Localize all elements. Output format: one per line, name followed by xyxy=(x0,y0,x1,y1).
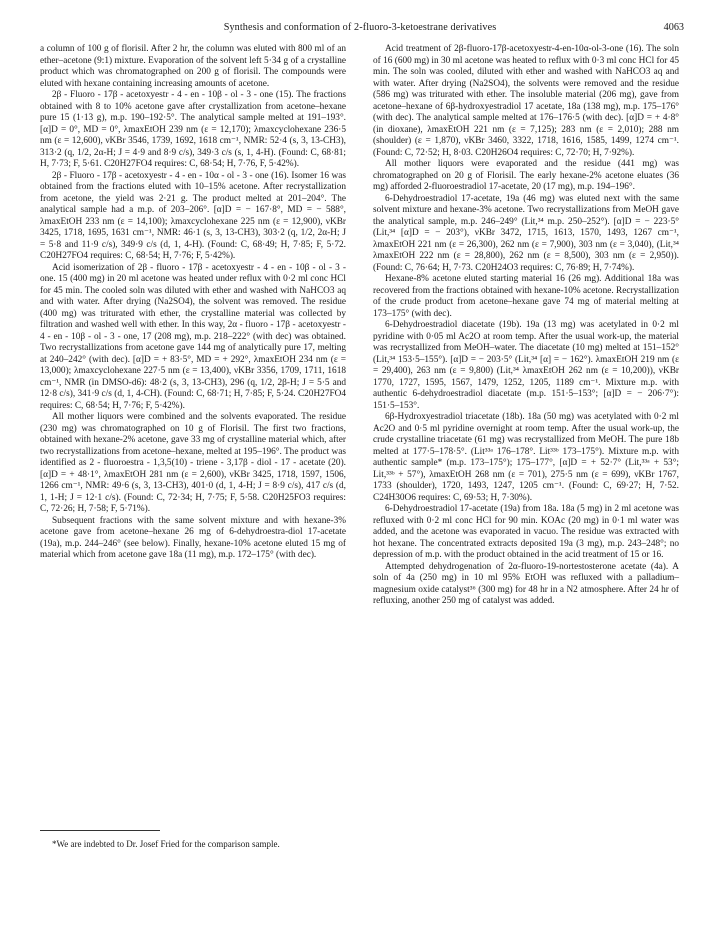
paragraph: All mother liquors were combined and the solvents evaporated. The residue (230 mg) was chromatographed on 10 g of Florisil. The first two fractions, obtained with hexane-2% acetone, gave 33 mg of crystalline material which, after two recrystallizations from acetone–hexane, melted at 195–196°. The product was identified as 2 - fluoroestra - 1,3,5(10) - triene - 3,17β - diol - 17 - acetate (20). [α]D = + 48·1°, λmaxEtOH 281 nm (ε = 2,600), νKBr 3425, 1718, 1597, 1506, 1266 cm⁻¹, NMR: 49·6 (s, 3, 13-CH3), 401·0 (d, 1, 4-H; J = 8·9 c/s), 417 c/s (d, 1, 1-H; J = 12·1 c/s). (Found: C, 72·34; H, 7·75; F, 5·58. C20H25FO3 requires: C, 72·26; H, 7·58; F, 5·71%). xyxy=(40,412,346,514)
left-column xyxy=(40,44,346,849)
right-column xyxy=(373,44,679,608)
paragraph: 2β - Fluoro - 17β - acetoxyestr - 4 - en - 10β - ol - 3 - one (15). The fractions obtained with 8 to 10% acetone gave after crystallization from acetone–hexane pure 15 (1·13 g), m.p. 190–192·5°. The analytical sample melted at 191–193°. [α]D = 0°, MD = 0°, λmaxEtOH 239 nm (ε = 12,170); λmaxcyclohexane 236·5 nm (ε = 12,600), νKBr 3546, 1739, 1692, 1618 cm⁻¹, NMR: 52·4 (s, 3, 13-CH3), 313·2 (q, 1/2, 2α-H; J = 4·9 and 8·9 c/s), 349·3 c/s (s, 1, 4-H). (Found: C, 68·81; H, 7·73; F, 5·61. C20H27FO4 requires: C, 68·54; H, 7·76, F, 5·42%). xyxy=(40,90,346,169)
paragraph: 6-Dehydroestradiol 17-acetate (19a) from 18a. 18a (5 mg) in 2 ml acetone was refluxed with 0·2 ml conc HCl for 90 min. KOAc (20 mg) in 0·1 ml water was added, and the acetone was evaporated in vacuo. The residue was extracted with hot hexane. The concentrated extracts deposited 19a (3 mg), m.p. 243–248°; no depression of m.p. with the product obtained in the acid treatment of 15 or 16. xyxy=(373,504,679,560)
paragraph: a column of 100 g of florisil. After 2 hr, the column was eluted with 800 ml of an ether–acetone (9:1) mixture. Evaporation of the solvent left 5·34 g of a crystalline product which was chromatographed on 200 g of florisil. The compounds were eluted with hexane containing increasing amounts of acetone. xyxy=(40,44,346,89)
paragraph: 2β - Fluoro - 17β - acetoxyestr - 4 - en - 10α - ol - 3 - one (16). Isomer 16 was obtained from the fractions eluted with 10–15% acetone. After recrystallization from acetone, the yield was 2·21 g. The product melted at 201–204°. The analytical sample had a m.p. of 203–206°. [α]D = − 167·8°, MD = − 588°, λmaxEtOH 233 nm (ε = 14,100); λmaxcyclohexane 225 nm (ε = 12,900), νKBr 3425, 1718, 1695, 1631 cm⁻¹, NMR: 46·1 (s, 3, 13-CH3), 303·2 (q, 1/2, 2α-H; J = 5·8 and 11·9 c/s), 349·9 c/s (d, 1, 4-H). (Found: C, 68·49; H, 7·85; F, 5·72. C20H27FO4 requires: C, 68·54; H, 7·76; F, 5·42%). xyxy=(40,170,346,261)
footnote: *We are indebted to Dr. Josef Fried for the comparison sample. xyxy=(52,839,280,849)
paragraph: 6-Dehydroestradiol diacetate (19b). 19a (13 mg) was acetylated in 0·2 ml pyridine with 0·05 ml Ac2O at room temp. After the usual work-up, the material was recrystallized from MeOH–water. The diacetate (10 mg) melted at 151–152° (Lit,³⁴ 153·5–155°). [α]D = − 203·5° (Lit,³⁴ [α] = − 162°). λmaxEtOH 219 nm (ε = 29,400), 263 nm (ε = 9,800) (Lit,³⁴ λmaxEtOH 262 nm (ε = 10,200)), νKBr 1770, 1727, 1595, 1567, 1479, 1252, 1205, 1189 cm⁻¹. Mixture m.p. with authentic 6-dehydroestradiol diacetate (m.p. 151·5–153°; [α]D = − 206·7°): 151·5–153°. xyxy=(373,320,679,411)
paragraph: 6β-Hydroxyestradiol triacetate (18b). 18a (50 mg) was acetylated with 0·2 ml Ac2O and 0·5 ml pyridine overnight at room temp. After the usual work-up, the crude crystalline triacetate (61 mg) was recrystallized from MeOH. The pure 18b melted at 177·5–178·5°. (Lit³³ᵃ 176–178°. Lit³³ᵇ 173–175°). Mixture m.p. with authentic sample* (m.p. 173–175°); 175–177°, [α]D = + 52·7° (Lit,³³ᵃ + 53°; Lit,³³ᵇ + 57°), λmaxEtOH 268 nm (ε = 701), 275·5 nm (ε = 699), νKBr 1767, 1733 (shoulder), 1720, 1493, 1247, 1205 cm⁻¹. (Found: C, 69·27; H, 7·52. C24H30O6 requires: C, 69·53; H, 7·30%). xyxy=(373,412,679,503)
paragraph: Attempted dehydrogenation of 2α-fluoro-19-nortestosterone acetate (4a). A soln of 4a (250 mg) in 10 ml 95% EtOH was refluxed with a palladium–magnesium oxide catalyst³⁶ (300 mg) for 48 hr in a N2 atmosphere. After 24 hr of refluxing, another 250 mg of catalyst was added. xyxy=(373,561,679,606)
running-title: Synthesis and conformation of 2-fluoro-3-ketoestrane derivatives xyxy=(223,22,497,33)
running-header xyxy=(40,22,684,36)
paragraph: Acid isomerization of 2β - fluoro - 17β - acetoxyestr - 4 - en - 10β - ol - 3 - one. 15 (400 mg) in 20 ml acetone was heated under reflux with 0·2 ml conc HCl for 45 min. The cooled soln was diluted with ether and washed with NaHCO3 aq and with water. After drying (Na2SO4), the solvent was removed. The residue (400 mg) was triturated with ether, the crystalline material was collected by filtration and washed well with ether. In this way, 2α - fluoro - 17β - acetoxyestr - 4 - en - 10β - ol - 3 - one, 17 (208 mg), m.p. 218–222° (with dec) was obtained. Two recrystallizations from acetone gave 144 mg of analytically pure 17, melting at 240–242° (with dec). [α]D = + 83·5°, MD = + 292°, λmaxEtOH 234 nm (ε = 13,000); λmaxcyclohexane 227·5 nm (ε = 13,400), νKBr 3356, 1709, 1711, 1618 cm⁻¹, NMR (in DMSO-d6): 48·2 (s, 3, 13-CH3), 296 (q, 1/2, 2β-H; J = 5·5 and 12·8 c/s), 341·9 c/s (d, 1, 4-CH). (Found: C, 68·71; H, 7·85; F, 5·24. C20H27FO4 requires: C, 68·54; H, 7·76; F, 5·42%). xyxy=(40,262,346,411)
paragraph: Hexane-8% acetone eluted starting material 16 (26 mg). Additional 18a was recovered from the fractions obtained with hexane-10% acetone. Recrystallization of the crude product from acetone–hexane gave 74 mg of material melting at 173–175° (with dec). xyxy=(373,274,679,319)
paragraph: Subsequent fractions with the same solvent mixture and with hexane-3% acetone gave from acetone–hexane 26 mg of 6-dehydroestra-diol 17-acetate (19a), m.p. 244–246° (see below). Finally, hexane-10% acetone eluted 15 mg of material which from acetone gave 18a (11 mg), m.p. 172–175° (with dec). xyxy=(40,515,346,560)
article-body xyxy=(40,44,680,914)
footnote-rule xyxy=(40,830,160,831)
paragraph: All mother liquors were evaporated and the residue (441 mg) was chromatographed on 20 g of Florisil. The early hexane-2% acetone eluates (36 mg) afforded 2-fluoroestradiol 17-acetate, 20 (17 mg), m.p. 194–196°. xyxy=(373,159,679,192)
page-number: 4063 xyxy=(663,22,684,33)
paragraph: Acid treatment of 2β-fluoro-17β-acetoxyestr-4-en-10α-ol-3-one (16). The soln of 16 (600 mg) in 30 ml acetone was heated to reflux with 0·3 ml conc HCl for 45 min. The soln was cooled, diluted with ether and washed with NaHCO3 aq and with water. After drying (Na2SO4), the solvents were removed and the residue (586 mg) was triturated with ether. The insoluble material (206 mg), gave from acetone–hexane of 6β-hydroxyestradiol 17 acetate, 18a (138 mg), m.p. 175–176° (with dec). The analytical sample melted at 176–176·5 (with dec). [α]D = + 4·8° (in dioxane), λmaxEtOH 221 nm (ε = 7,125); 283 nm (ε = 2,010); 288 nm (shoulder) (ε = 1,870), νKBr 3460, 3322, 1718, 1616, 1585, 1499, 1274 cm⁻¹. (Found: C, 72·52; H, 8·03. C20H26O4 requires: C, 72·70; H, 7·92%). xyxy=(373,44,679,158)
paragraph: 6-Dehydroestradiol 17-acetate, 19a (46 mg) was eluted next with the same solvent mixture and hexane-3% acetone. Two recrystallizations from MeOH gave the analytical sample, m.p. 246–249° (Lit,³⁴ m.p. 250–252°). [α]D = − 223·5° (Lit,³⁴ [α]D = − 203°), νKBr 3472, 1715, 1613, 1570, 1493, 1267 cm⁻¹, λmaxEtOH 221 nm (ε = 26,300), 262 nm (ε = 7,900), 303 nm (ε = 3,040), (Lit,³⁴ λmaxEtOH 222 nm (ε = 28,800), 262 nm (ε = 8,500), 303 nm (ε = 2,950)). (Found: C, 76·64; H, 7·73. C20H24O3 requires: C, 76·89; H, 7·74%). xyxy=(373,193,679,273)
